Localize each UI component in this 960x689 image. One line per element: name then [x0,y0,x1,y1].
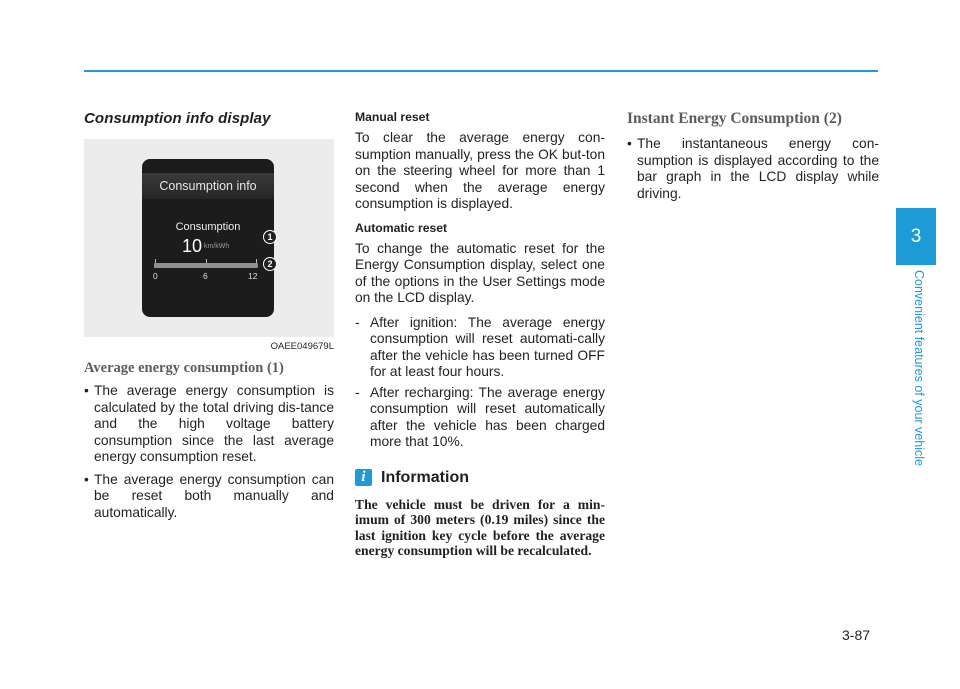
dash-list [355,315,605,451]
bar-label: 12 [248,271,258,281]
information-header [355,469,605,487]
page-number: 3-87 [842,627,871,643]
figure-code: OAEE049679L [270,341,334,352]
screen-unit: km/kWh [204,243,230,250]
section-title: Consumption info display [84,110,271,127]
manual-reset-text: To clear the average energy con-sumption manually, press the OK but-ton on the steering wheel for more than 1 second when the average energy consumption is displayed. [355,130,605,211]
subsection-heading: Average energy consumption (1) [84,360,284,376]
callout-1: 1 [263,230,277,244]
list-item: - After ignition: The average energy consumption will reset automati-cally after the vehicle has been turned OFF for at least four hours. [355,314,605,379]
list-item: • The average energy consumption is calculated by the total driving dis-tance and the high voltage battery consumption since the last average energy consumption reset. [84,383,334,464]
bar-label: 0 [153,271,158,281]
chapter-tab: 3 [896,208,936,265]
list-item: • The instantaneous energy con-sumption is displayed according to the bar graph in the LCD display while driving. [627,136,879,201]
screen-label: Consumption [175,221,241,233]
list-item: - After recharging: The average energy consumption will reset automatically after the vehicle has been charged more that 10%. [355,384,605,449]
consumption-bar [154,263,258,268]
bullet-list [627,136,879,202]
lcd-screen [142,159,274,317]
cluster-figure [84,139,334,337]
info-icon: i [355,469,372,486]
screen-value: 10 [182,236,203,256]
column-right [627,110,879,208]
automatic-reset-text: To change the automatic reset for the Energy Consumption display, select one of the options in the User Settings mode on the LCD display. [355,240,605,305]
callout-2: 2 [263,257,277,271]
information-title: Information [381,468,469,486]
screen-title: Consumption info [142,173,274,199]
chapter-title: Convenient features of your vehicle [912,270,926,466]
column-left [84,110,334,527]
information-text: The vehicle must be driven for a min-imum of 300 meters (0.19 miles) since the last ignition key cycle before the average energy consumption will be recalculated. [355,496,605,559]
header-rule [84,70,878,72]
list-item: • The average energy consumption can be reset both manually and automatically. [84,471,334,520]
manual-reset-heading: Manual reset [355,110,430,124]
automatic-reset-heading: Automatic reset [355,220,448,235]
subsection-heading: Instant Energy Consumption (2) [627,110,842,127]
bullet-list [84,383,334,521]
column-middle [355,110,605,559]
bar-label: 6 [203,271,208,281]
